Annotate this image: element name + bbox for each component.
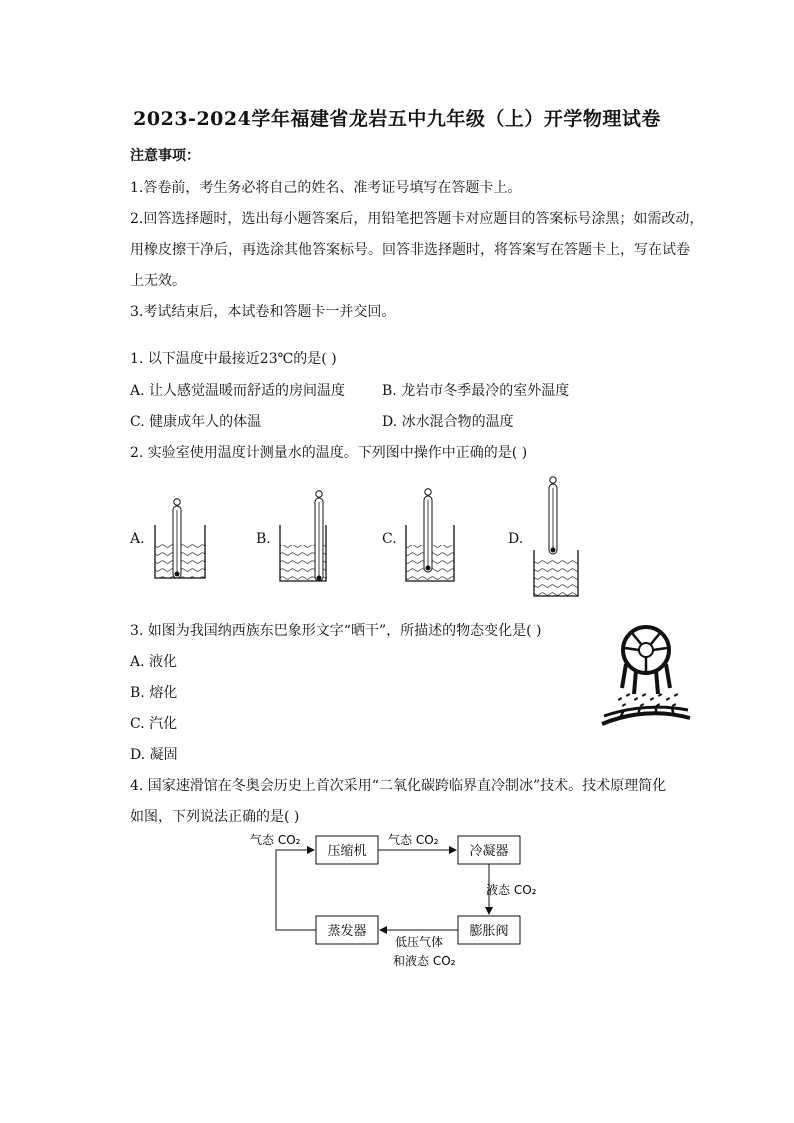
thermometer-figures	[0, 470, 794, 610]
co2-cycle-diagram	[240, 826, 560, 976]
question-3-option-d: D. 凝固	[130, 747, 178, 763]
question-4-stem: 4. 国家速滑馆在冬奥会历史上首次采用“二氧化碳跨临界直冷制冰”技术。技术原理简化	[130, 778, 667, 794]
beaker-c-figure	[406, 489, 454, 581]
beaker-b-figure	[280, 491, 326, 581]
question-1-option-d: D. 冰水混合物的温度	[382, 414, 514, 430]
notice-item: 用橡皮擦干净后，再选涂其他答案标号。回答非选择题时，将答案写在答题卡上，写在试卷	[130, 242, 690, 258]
question-1-option-a: A. 让人感觉温暖而舒适的房间温度	[130, 383, 346, 399]
question-3-option-a: A. 液化	[130, 654, 178, 670]
notice-item: 上无效。	[130, 273, 186, 289]
question-2-option-d: D.	[508, 531, 524, 547]
compressor-label: 压缩机	[327, 844, 367, 859]
page-title: 2023-2024学年福建省龙岩五中九年级（上）开学物理试卷	[133, 108, 661, 130]
edge-label: 和液态 CO₂	[393, 954, 456, 968]
evaporator-label: 蒸发器	[327, 924, 367, 939]
condenser-label: 冷凝器	[469, 844, 509, 859]
question-2-option-c: C.	[382, 531, 397, 547]
notice-heading: 注意事项：	[130, 148, 200, 164]
question-3-option-b: B. 熔化	[130, 685, 178, 701]
edge-label: 低压气体	[395, 935, 444, 949]
edge-label: 气态 CO₂	[250, 833, 301, 847]
beaker-a-figure	[155, 499, 205, 578]
question-4-stem: 如图，下列说法正确的是( )	[130, 809, 300, 825]
notice-item: 3.考试结束后，本试卷和答题卡一并交回。	[130, 304, 396, 320]
question-3-stem: 3. 如图为我国纳西族东巴象形文字“晒干”，所描述的物态变化是( )	[130, 623, 542, 639]
notice-item: 1.答卷前，考生务必将自己的姓名、准考证号填写在答题卡上。	[130, 180, 522, 196]
question-2-option-b: B.	[256, 531, 271, 547]
question-2-stem: 2. 实验室使用温度计测量水的温度。下列图中操作中正确的是( )	[130, 445, 528, 461]
edge-label: 液态 CO₂	[486, 883, 537, 897]
notice-item: 2.回答选择题时，选出每小题答案后，用铅笔把答题卡对应题目的答案标号涂黑；如需改动，	[130, 211, 704, 227]
question-1-option-c: C. 健康成年人的体温	[130, 414, 262, 430]
question-1-option-b: B. 龙岩市冬季最冷的室外温度	[382, 383, 570, 399]
question-2-option-a: A.	[130, 531, 145, 547]
dongba-glyph-image	[596, 620, 696, 730]
edge-label: 气态 CO₂	[388, 833, 439, 847]
expansion-valve-label: 膨胀阀	[469, 924, 509, 939]
beaker-d-figure	[534, 477, 578, 596]
question-1-stem: 1. 以下温度中最接近23℃的是( )	[130, 351, 337, 367]
question-3-option-c: C. 汽化	[130, 716, 178, 732]
